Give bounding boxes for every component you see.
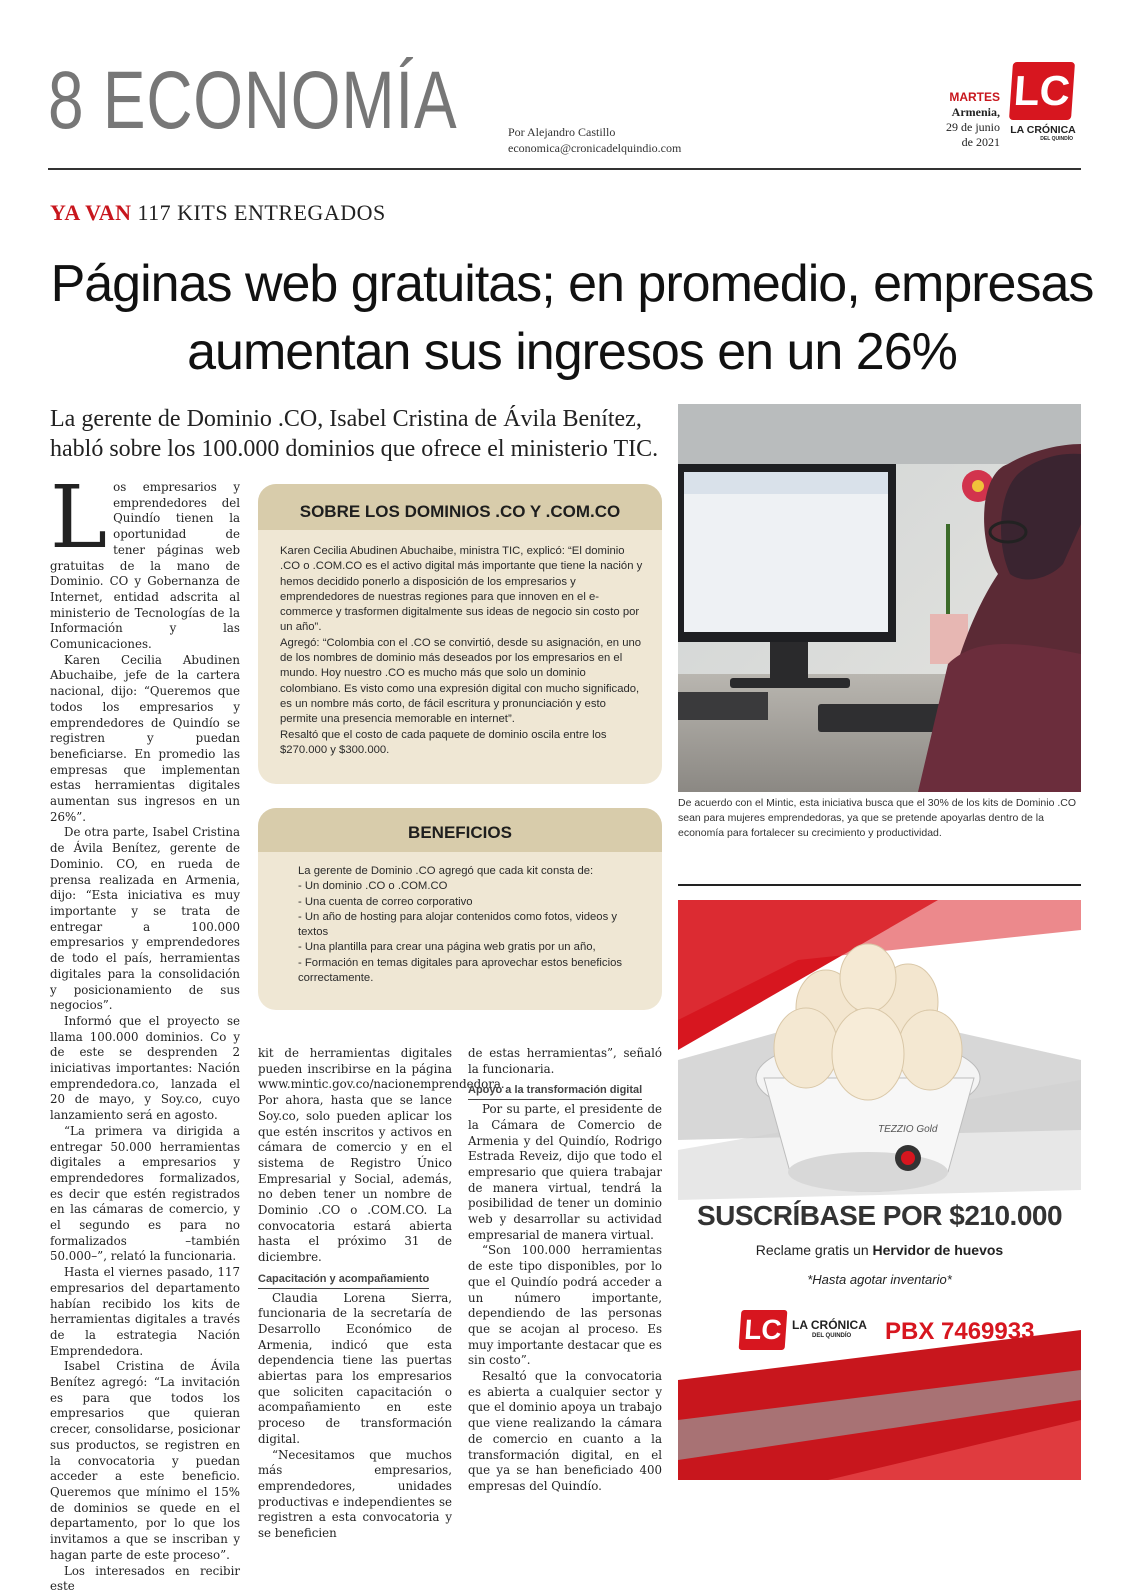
subhead: Capacitación y acompañamiento [258, 1272, 429, 1289]
drop-cap: L [50, 468, 108, 568]
headline-line1: Páginas web gratuitas; en promedio, empresas [50, 255, 1094, 313]
logo-name: LA CRÓNICA [1010, 124, 1076, 136]
article-column-3 [468, 1046, 662, 1495]
box-title: BENEFICIOS [258, 808, 662, 852]
deck [50, 404, 668, 464]
logo-letters: LC [1009, 62, 1075, 120]
sidebar-box-beneficios [258, 808, 662, 1010]
paragraph: “Necesitamos que muchos más empresarios, emprendedores, unidades productivas e independientes se registren a esta convocatoria y se beneficien [258, 1447, 452, 1541]
paragraph: kit de herramientas digitales pueden inscribirse en la página www.mintic.gov.co/nacionemprendedora. Por ahora, hasta que se lance Soy.co, solo pueden aplicar los que estén inscritos y activos en cámara de comercio y en el sistema de Registro Único Empresarial y Social, además, no deben tener un nombre de Dominio .CO o .COM.CO. La convocatoria estará abierta hasta el próximo 31 de diciembre. [258, 1046, 505, 1265]
paragraph: “La primera va dirigida a entregar 50.000 herramientas digitales a empresarios y emprendedores formalizados, es decir que estén registrados en las cámaras de comercio, y el segundo es para no formalizados –también 50.000–”, relató la funcionaria. [50, 1123, 240, 1264]
kicker [50, 200, 386, 226]
paragraph: Isabel Cristina de Ávila Benítez agregó: “La invitación es para que todos los empresarios que quieran crecer, consolidarse, posicionar sus productos, se registren en la convocatoria y puedan acceder a este beneficio. Queremos que mínimo el 15% de dominios se quede en el departamento, por lo que los invitamos a que se inscriban y hagan parte de este proceso”. [50, 1359, 240, 1562]
list-item: - Una cuenta de correo corporativo [298, 895, 473, 908]
box-paragraph: Agregó: “Colombia con el .CO se convirtió, desde su asignación, en uno de los nombres de dominio más deseados por los empresarios en el mundo. Hoy nuestro .CO es mucho más que solo un dominio colombiano. Es visto como una expresión digital con mucho significado, es un nombre más corto, de fácil escritura y pronunciación y esto permite una presencia memorable en internet”. [280, 636, 642, 726]
byline-email[interactable]: economica@cronicadelquindio.com [508, 141, 682, 155]
paragraph: Por su parte, el presidente de la Cámara de Comercio de Armenia y del Quindío, Rodrigo Estrada Reveiz, dijo que todo el empresario que quiera trabajar de manera virtual, tendrá la posibilidad de tener un dominio web y desarrollar su actividad empresarial de manera virtual. [468, 1102, 662, 1242]
header-divider [48, 168, 1081, 170]
logo-sub: DEL QUINDÍO [1040, 136, 1073, 142]
paragraph: Karen Cecilia Abudinen Abuchaibe, jefe de la cartera nacional, dijo: “Queremos que todos los empresarios y emprendedores de Quindío se registren y puedan beneficiarse. En promedio las empresas que implementan estas herramientas digitales aumentan sus ingresos en un 26%”. [50, 652, 240, 824]
headline-line2: aumentan sus ingresos en un 26% [187, 323, 957, 381]
list-item: - Una plantilla para crear una página web gratis por un año, [298, 941, 596, 954]
subscription-ad[interactable] [678, 900, 1081, 1480]
newspaper-logo [1007, 62, 1079, 142]
byline-author: Por Alejandro Castillo [508, 125, 616, 139]
ad-subtitle [678, 1242, 1081, 1258]
ad-logo-sub: DEL QUINDÍO [812, 1333, 852, 1339]
paragraph: “Son 100.000 herramientas de este tipo disponibles, por lo que el Quindío podrá acceder a un número importante, dependiendo de las personas que se acojan al proceso. Es muy importante destacar que es sin costo”. [468, 1243, 662, 1368]
ad-subtitle-prefix: Reclame gratis un [755, 1242, 873, 1258]
ad-headline: SUSCRÍBASE POR $210.000 [696, 1200, 1063, 1231]
kicker-text: 117 KITS ENTREGADOS [137, 200, 386, 225]
photo-illustration [678, 404, 1081, 792]
deck-line2: habló sobre los 100.000 dominios que ofrece el ministerio TIC. [50, 436, 659, 462]
date-city: Armenia, [951, 105, 1000, 119]
ad-note: *Hasta agotar inventario* [807, 1272, 952, 1287]
paragraph: de estas herramientas”, señaló la funcionaria. [468, 1046, 662, 1076]
byline [508, 124, 681, 156]
date-line1: 29 de junio [946, 120, 1000, 134]
ad-product-brand: TEZZIO Gold [878, 1124, 938, 1135]
ad-phone[interactable]: PBX 7469933 [885, 1318, 1035, 1345]
article-column-1 [50, 468, 240, 1595]
box-body [298, 864, 638, 986]
paragraph: Informó que el proyecto se llama 100.000 dominios. Co y de este se desprenden 2 iniciativas importantes: Nación emprendedora.co, lanzada el 20 de mayo, y Soy.co, cuyo lanzamiento será en agosto. [50, 1013, 240, 1123]
ad-background [678, 900, 1081, 1480]
paragraph: Claudia Lorena Sierra, funcionaria de la secretaría de Desarrollo Económico de Armenia, indicó que esta dependencia tiene las puertas abiertas para los empresarios que soliciten capacitación o acompañamiento en este proceso de transformación digital. [258, 1290, 452, 1446]
date-line2: de 2021 [961, 135, 1000, 149]
box-body [280, 544, 646, 758]
ad-logo-name: LA CRÓNICA [792, 1318, 867, 1332]
box-paragraph: Resaltó que el costo de cada paquete de dominio oscila entre los $270.000 y $300.000. [280, 728, 607, 756]
article-photo [678, 404, 1081, 792]
list-item: - Un dominio .CO o .COM.CO [298, 880, 448, 893]
deck-line1: La gerente de Dominio .CO, Isabel Cristina de Ávila Benítez, [50, 406, 642, 432]
box-paragraph: Karen Cecilia Abudinen Abuchaibe, ministra TIC, explicó: “El dominio .CO o .COM.CO es el activo digital más importante que tiene la nación y hemos decidido ponerlo a disposición de los empresarios y emprendedores de nuestras regiones para que innoven en el e-commerce y trasformen digitalmente sus ideas de negocio sin costo por un año”. [280, 545, 643, 634]
sidebar-box-dominios [258, 484, 662, 784]
list-item: - Un año de hosting para alojar contenidos como fotos, videos y textos [298, 910, 618, 939]
photo-caption: De acuerdo con el Mintic, esta iniciativa busca que el 30% de los kits de Dominio .CO sean para mujeres emprendedoras, ya que se pretende apoyarlas dentro de la economía para fortalecer su crecimiento y productividad. [678, 797, 1077, 839]
paragraph: os empresarios y emprendedores del Quindío tienen la oportunidad de tener páginas web gratuitas de la mano de Dominio. CO y Gobernanza de Internet, entidad adscrita al ministerio de Tecnologías de la Información y las Comunicaciones. [50, 480, 240, 652]
kicker-highlight: YA VAN [50, 200, 132, 225]
headline [40, 250, 1104, 386]
date-day: MARTES [949, 90, 1000, 104]
date-block [910, 90, 1000, 150]
ad-divider [678, 884, 1081, 886]
ad-subtitle-bold: Hervidor de huevos [872, 1242, 1004, 1258]
paragraph: De otra parte, Isabel Cristina de Ávila Benítez, gerente de Dominio. CO, en rueda de prensa realizada en Armenia, dijo: “Esta iniciativa es muy importante y se trata de entregar a 100.000 empresarios y emprendedores de todo el país, herramientas digitales para la consolidación y posicionamiento de sus negocios”. [50, 825, 240, 1013]
ad-logo-letters: LC [739, 1310, 788, 1350]
paragraph: Resaltó que la convocatoria es abierta a cualquier sector y que el dominio apoya un trabajo que viene realizando la cámara de comercio en cuanto a la transformación digital, en el que ya se han beneficiado 400 empresas del Quindío. [468, 1369, 662, 1493]
list-item: - Formación en temas digitales para aprovechar estos beneficios correctamente. [298, 956, 623, 985]
page-section-title: 8 ECONOMÍA [48, 55, 458, 146]
box-title: SOBRE LOS DOMINIOS .CO Y .COM.CO [258, 484, 662, 530]
paragraph: Hasta el viernes pasado, 117 empresarios del departamento habían recibido los kits de herramientas digitales a través de la estrategia Nación Emprendedora. [50, 1265, 240, 1358]
subhead: Apoyo a la transformación digital [468, 1083, 642, 1100]
article-column-2 [258, 1046, 505, 1542]
box-intro: La gerente de Dominio .CO agregó que cada kit consta de: [298, 865, 594, 877]
paragraph: Los interesados en recibir este [50, 1563, 240, 1594]
